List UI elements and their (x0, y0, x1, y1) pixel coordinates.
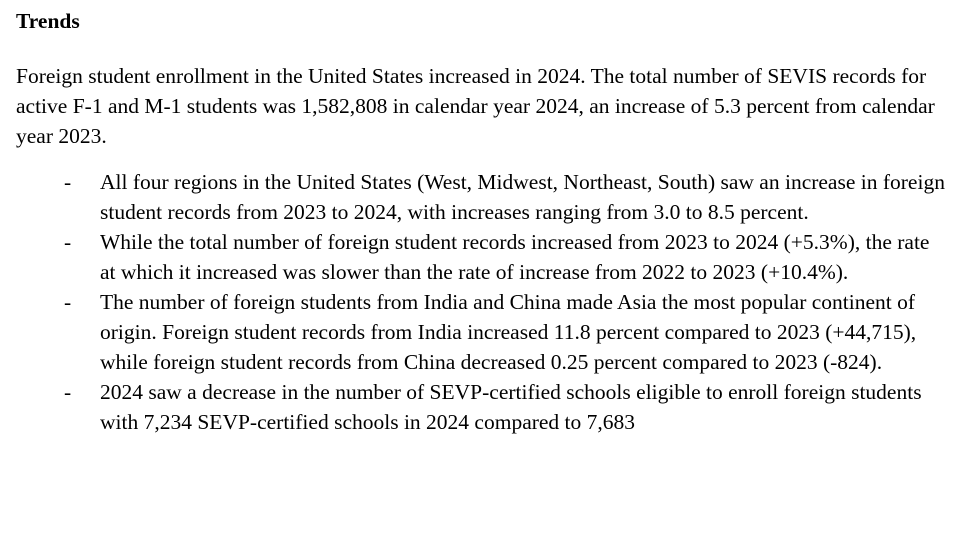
section-heading: Trends (16, 9, 80, 33)
bullet-text: The number of foreign students from India and China made Asia the most popular continent of origin. Foreign student records from India increased 11.8 percent compared to 2023 (+44,715), while foreign student records from China decreased 0.25 percent compared to 2023 (-824). (100, 290, 917, 374)
bullet-dash: - (64, 380, 72, 404)
bullet-dash: - (64, 290, 72, 314)
bullet-item (16, 227, 948, 287)
bullet-dash: - (64, 170, 72, 194)
bullet-item (16, 287, 948, 377)
bullet-item (16, 377, 948, 437)
intro-paragraph: Foreign student enrollment in the United States increased in 2024. The total number of SEVIS records for active F-1 and M-1 students was 1,582,808 in calendar year 2024, an increase of 5.3 percent from calendar year 2023. (16, 64, 935, 148)
bullet-text: 2024 saw a decrease in the number of SEVP-certified schools eligible to enroll foreign students with 7,234 SEVP-certified schools in 2024 compared to 7,683 (100, 380, 922, 434)
document-page (16, 0, 956, 437)
bullet-text: All four regions in the United States (West, Midwest, Northeast, South) saw an increase in foreign student records from 2023 to 2024, with increases ranging from 3.0 to 8.5 percent. (100, 170, 945, 224)
bullet-dash: - (64, 230, 72, 254)
bullet-list (16, 167, 956, 437)
bullet-text: While the total number of foreign student records increased from 2023 to 2024 (+5.3%), the rate at which it increased was slower than the rate of increase from 2022 to 2023 (+10.4%). (100, 230, 930, 284)
bullet-item (16, 167, 948, 227)
